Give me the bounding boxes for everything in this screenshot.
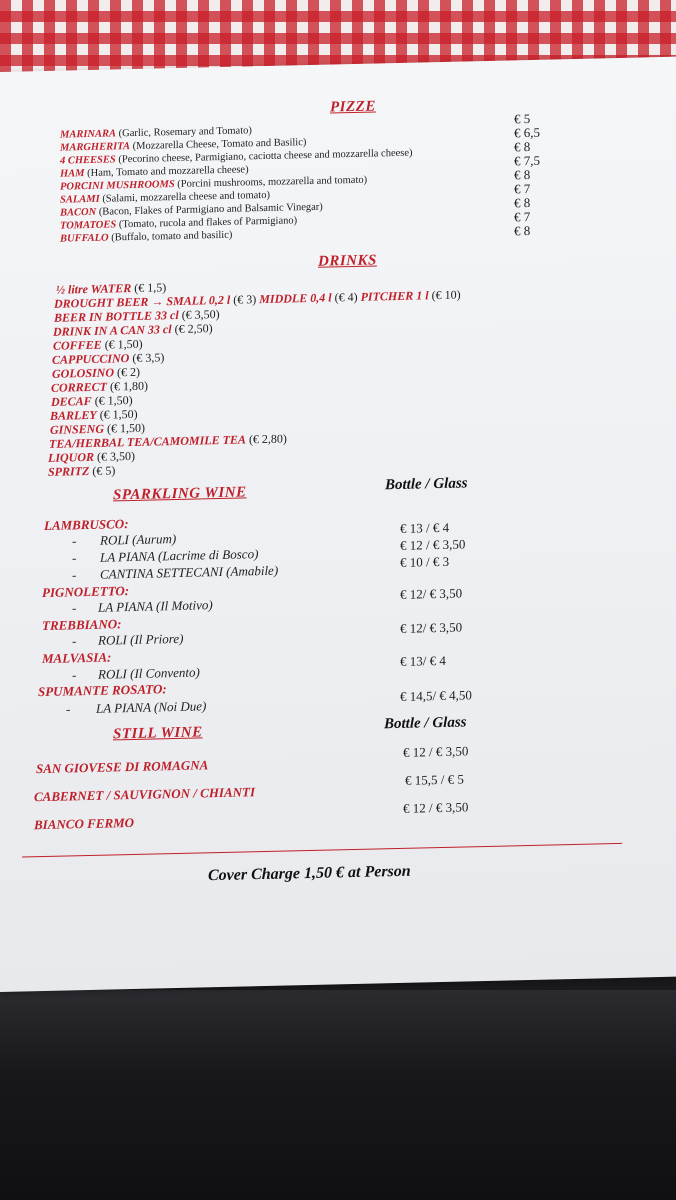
pizza-price: € 7 <box>514 180 531 197</box>
still-wine-name: SAN GIOVESE DI ROMAGNA <box>36 757 209 777</box>
drink-price: (€ 3,5) <box>132 350 165 365</box>
drink-price: (€ 2,50) <box>174 321 213 337</box>
list-dash: - <box>66 701 71 717</box>
wine-price: € 13 / € 4 <box>400 519 450 536</box>
still-wine-price: € 15,5 / € 5 <box>405 771 464 788</box>
wine-name: LA PIANA (Lacrime di Bosco) <box>100 546 259 565</box>
pizza-desc: (Salami, mozzarella cheese and tomato) <box>102 189 270 205</box>
pizza-price: € 8 <box>514 194 531 211</box>
drink-name: BARLEY <box>50 407 97 423</box>
drink-row <box>48 463 115 480</box>
pizza-price: € 8 <box>514 222 531 239</box>
wine-name: CANTINA SETTECANI (Amabile) <box>100 562 279 582</box>
wine-name: ROLI (Il Convento) <box>98 664 200 682</box>
pizza-name: HAM <box>60 168 85 180</box>
pizza-name: BACON <box>60 206 97 219</box>
drink-name: ½ litre WATER <box>56 281 132 297</box>
divider-line <box>22 843 622 858</box>
drink-name: DRINK IN A CAN 33 cl <box>53 322 172 339</box>
pizza-desc: (Garlic, Rosemary and Tomato) <box>118 125 252 140</box>
still-wine-price: € 12 / € 3,50 <box>403 799 469 816</box>
drink-name: BEER IN BOTTLE 33 cl <box>54 307 179 325</box>
drink-price: (€ 1,5) <box>134 280 167 295</box>
list-dash: - <box>72 533 77 549</box>
wine-group-label: SPUMANTE ROSATO: <box>38 681 167 700</box>
pizza-name: MARINARA <box>60 128 117 141</box>
pizza-price: € 8 <box>514 138 531 155</box>
still-wine-name: BIANCO FERMO <box>34 814 135 833</box>
pizza-row <box>60 230 232 245</box>
list-dash: - <box>72 567 77 583</box>
pizza-price: € 5 <box>514 110 531 127</box>
still-wine-title: STILL WINE <box>113 724 203 743</box>
wine-price: € 12 / € 3,50 <box>400 536 466 553</box>
drink-price: (€ 3,50) <box>181 307 220 322</box>
bottle-glass-header: Bottle / Glass <box>385 475 468 494</box>
list-dash: - <box>72 600 77 616</box>
pizza-desc: (Bacon, Flakes of Parmigiano and Balsamic Vinegar) <box>98 201 323 218</box>
pizza-name: MARGHERITA <box>60 141 131 154</box>
pizza-desc: (Buffalo, tomato and basilic) <box>111 229 233 244</box>
drink-price: (€ 1,50) <box>99 406 138 422</box>
drink-price: (€ 4) <box>334 289 358 305</box>
drink-name: GINSENG <box>50 421 105 437</box>
pizza-price: € 8 <box>514 166 531 183</box>
drink-name: CAPPUCCINO <box>52 351 130 367</box>
drink-name: CORRECT <box>51 379 108 395</box>
drink-price: (€ 1,50) <box>107 420 146 436</box>
pizza-name: 4 CHEESES <box>60 154 116 167</box>
wine-group-label: LAMBRUSCO: <box>44 516 129 534</box>
drink-price: (€ 3,50) <box>97 448 136 464</box>
wine-price: € 10 / € 3 <box>400 553 450 570</box>
list-dash: - <box>72 633 77 649</box>
still-wine-price: € 12 / € 3,50 <box>403 743 469 760</box>
wine-name: ROLI (Il Priore) <box>98 630 184 648</box>
wine-group-label: PIGNOLETTO: <box>42 583 130 601</box>
pizza-desc: (Tomato, rucola and flakes of Parmigiano) <box>118 215 298 231</box>
drink-price: (€ 2,80) <box>248 431 287 447</box>
drink-price: (€ 3) <box>233 292 257 307</box>
wine-name: ROLI (Aurum) <box>100 531 177 548</box>
still-wine-name: CABERNET / SAUVIGNON / CHIANTI <box>34 784 256 805</box>
pizza-desc: (Mozzarella Cheese, Tomato and Basilic) <box>132 137 307 152</box>
cover-charge-note: Cover Charge 1,50 € at Person <box>208 862 411 885</box>
wine-group-label: TREBBIANO: <box>42 616 122 634</box>
drinks-title: DRINKS <box>318 252 377 270</box>
drink-name: GOLOSINO <box>52 365 115 381</box>
pizza-name: SALAMI <box>60 193 100 206</box>
drink-name: SPRITZ <box>48 463 90 479</box>
drink-name: LIQUOR <box>48 449 95 465</box>
drink-name: COFFEE <box>53 337 102 353</box>
drink-name: DECAF <box>51 393 92 409</box>
drink-name: TEA/HERBAL TEA/CAMOMILE TEA <box>49 432 246 451</box>
pizza-name: TOMATOES <box>60 219 117 232</box>
list-dash: - <box>72 667 77 683</box>
pizza-price: € 7,5 <box>514 152 540 169</box>
pizza-price: € 6,5 <box>514 124 540 141</box>
pizza-desc: (Pecorino cheese, Parmigiano, caciotta cheese and mozzarella cheese) <box>118 147 413 166</box>
drink-price: (€ 1,80) <box>110 378 149 394</box>
menu-sheet <box>0 57 676 992</box>
wine-price: € 13/ € 4 <box>400 652 446 669</box>
sparkling-wine-title: SPARKLING WINE <box>113 484 247 504</box>
wine-price: € 12/ € 3,50 <box>400 619 463 636</box>
drink-name: DROUGHT BEER → SMALL 0,2 l <box>54 292 231 311</box>
drink-price: (€ 1,50) <box>94 392 133 408</box>
drink-price: (€ 5) <box>92 463 116 478</box>
drink-name: MIDDLE 0,4 l <box>259 290 332 307</box>
drink-price: (€ 1,50) <box>104 336 143 352</box>
drink-name: PITCHER 1 l <box>360 288 429 304</box>
pizza-price: € 7 <box>514 208 531 225</box>
pizza-desc: (Ham, Tomato and mozzarella cheese) <box>87 164 249 180</box>
pizza-name: BUFFALO <box>60 232 109 245</box>
wine-price: € 12/ € 3,50 <box>400 585 463 602</box>
pizze-title: PIZZE <box>330 98 376 116</box>
list-dash: - <box>72 550 77 566</box>
pizza-name: PORCINI MUSHROOMS <box>60 179 175 193</box>
drink-price: (€ 10) <box>431 287 461 303</box>
wine-name: LA PIANA (Il Motivo) <box>98 597 213 615</box>
pizza-desc: (Porcini mushrooms, mozzarella and tomato) <box>177 174 368 190</box>
wine-name: LA PIANA (Noi Due) <box>96 698 207 716</box>
dark-table-surface <box>0 990 676 1200</box>
drink-price: (€ 2) <box>117 364 141 380</box>
bottle-glass-header: Bottle / Glass <box>384 714 467 733</box>
wine-price: € 14,5/ € 4,50 <box>400 687 472 704</box>
wine-group-label: MALVASIA: <box>42 649 112 667</box>
